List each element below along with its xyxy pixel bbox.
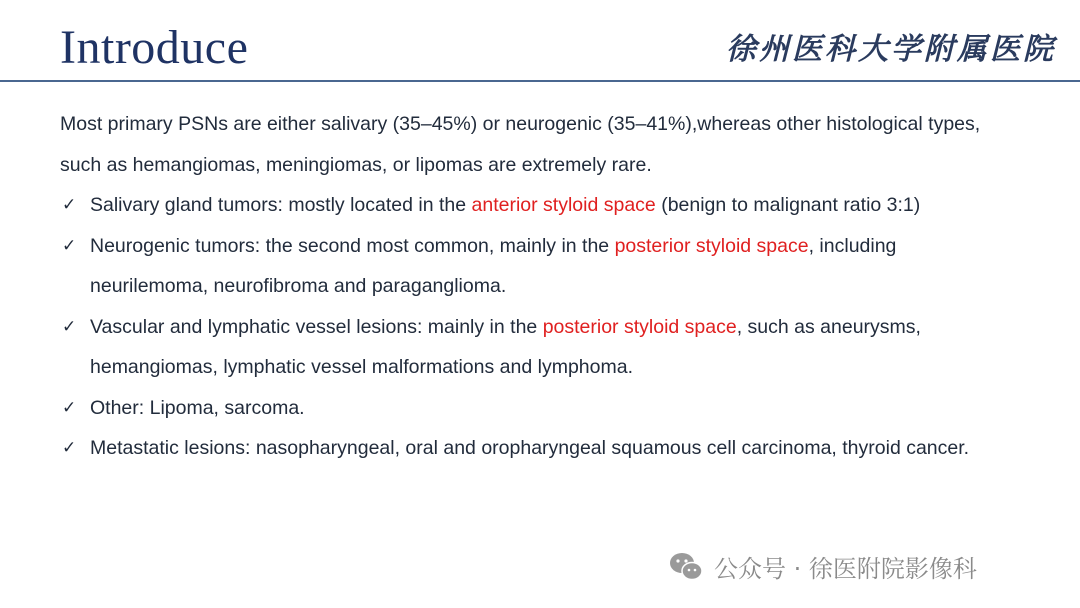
bullet-other [60,388,1050,429]
intro-line-1: Most primary PSNs are either salivary (35–45%) or neurogenic (35–41%),whereas other histological types, [60,113,981,135]
bullet-continuation: hemangiomas, lymphatic vessel malformations and lymphoma. [90,356,633,378]
checkmark-icon: ✓ [62,397,77,417]
bullet-text: , such as aneurysms, [736,315,921,338]
highlight-text: posterior styloid space [542,315,737,338]
checkmark-icon: ✓ [62,195,77,214]
watermark [668,548,977,584]
watermark-text: 公众号 · 徐医附院影像科 [714,554,977,583]
slide-title: Introduce [60,21,249,74]
checkmark-icon: ✓ [62,438,77,457]
institution-logo-text: 徐州医科大学附属医院 [726,32,1056,67]
bullet-vascular [60,307,1050,388]
bullet-text: (benign to malignant ratio 3:1) [655,194,921,216]
highlight-text: posterior styloid space [614,234,809,257]
bullet-text: Salivary gland tumors: mostly located in the [90,194,472,216]
intro-line-2: such as hemangiomas, meningiomas, or lipomas are extremely rare. [60,153,652,176]
wechat-icon [668,551,704,581]
checkmark-icon: ✓ [62,316,77,336]
bullet-metastatic [60,428,1050,469]
bullet-neurogenic [60,226,1050,307]
bullet-text: Other: Lipoma, sarcoma. [90,396,305,419]
bullet-text: Vascular and lymphatic vessel lesions: mainly in the [90,315,543,338]
slide-content [60,104,1050,469]
bullet-text: Metastatic lesions: nasopharyngeal, oral and oropharyngeal squamous cell carcinoma, thyroid cancer. [90,437,970,459]
bullet-salivary [60,185,1050,226]
bullet-continuation: neurilemoma, neurofibroma and paraganglioma. [90,275,507,297]
highlight-text: anterior styloid space [471,194,656,216]
bullet-text: Neurogenic tumors: the second most common, mainly in the [90,234,615,257]
title-divider [0,80,1080,82]
bullet-text: , including [808,234,897,257]
checkmark-icon: ✓ [62,235,77,255]
